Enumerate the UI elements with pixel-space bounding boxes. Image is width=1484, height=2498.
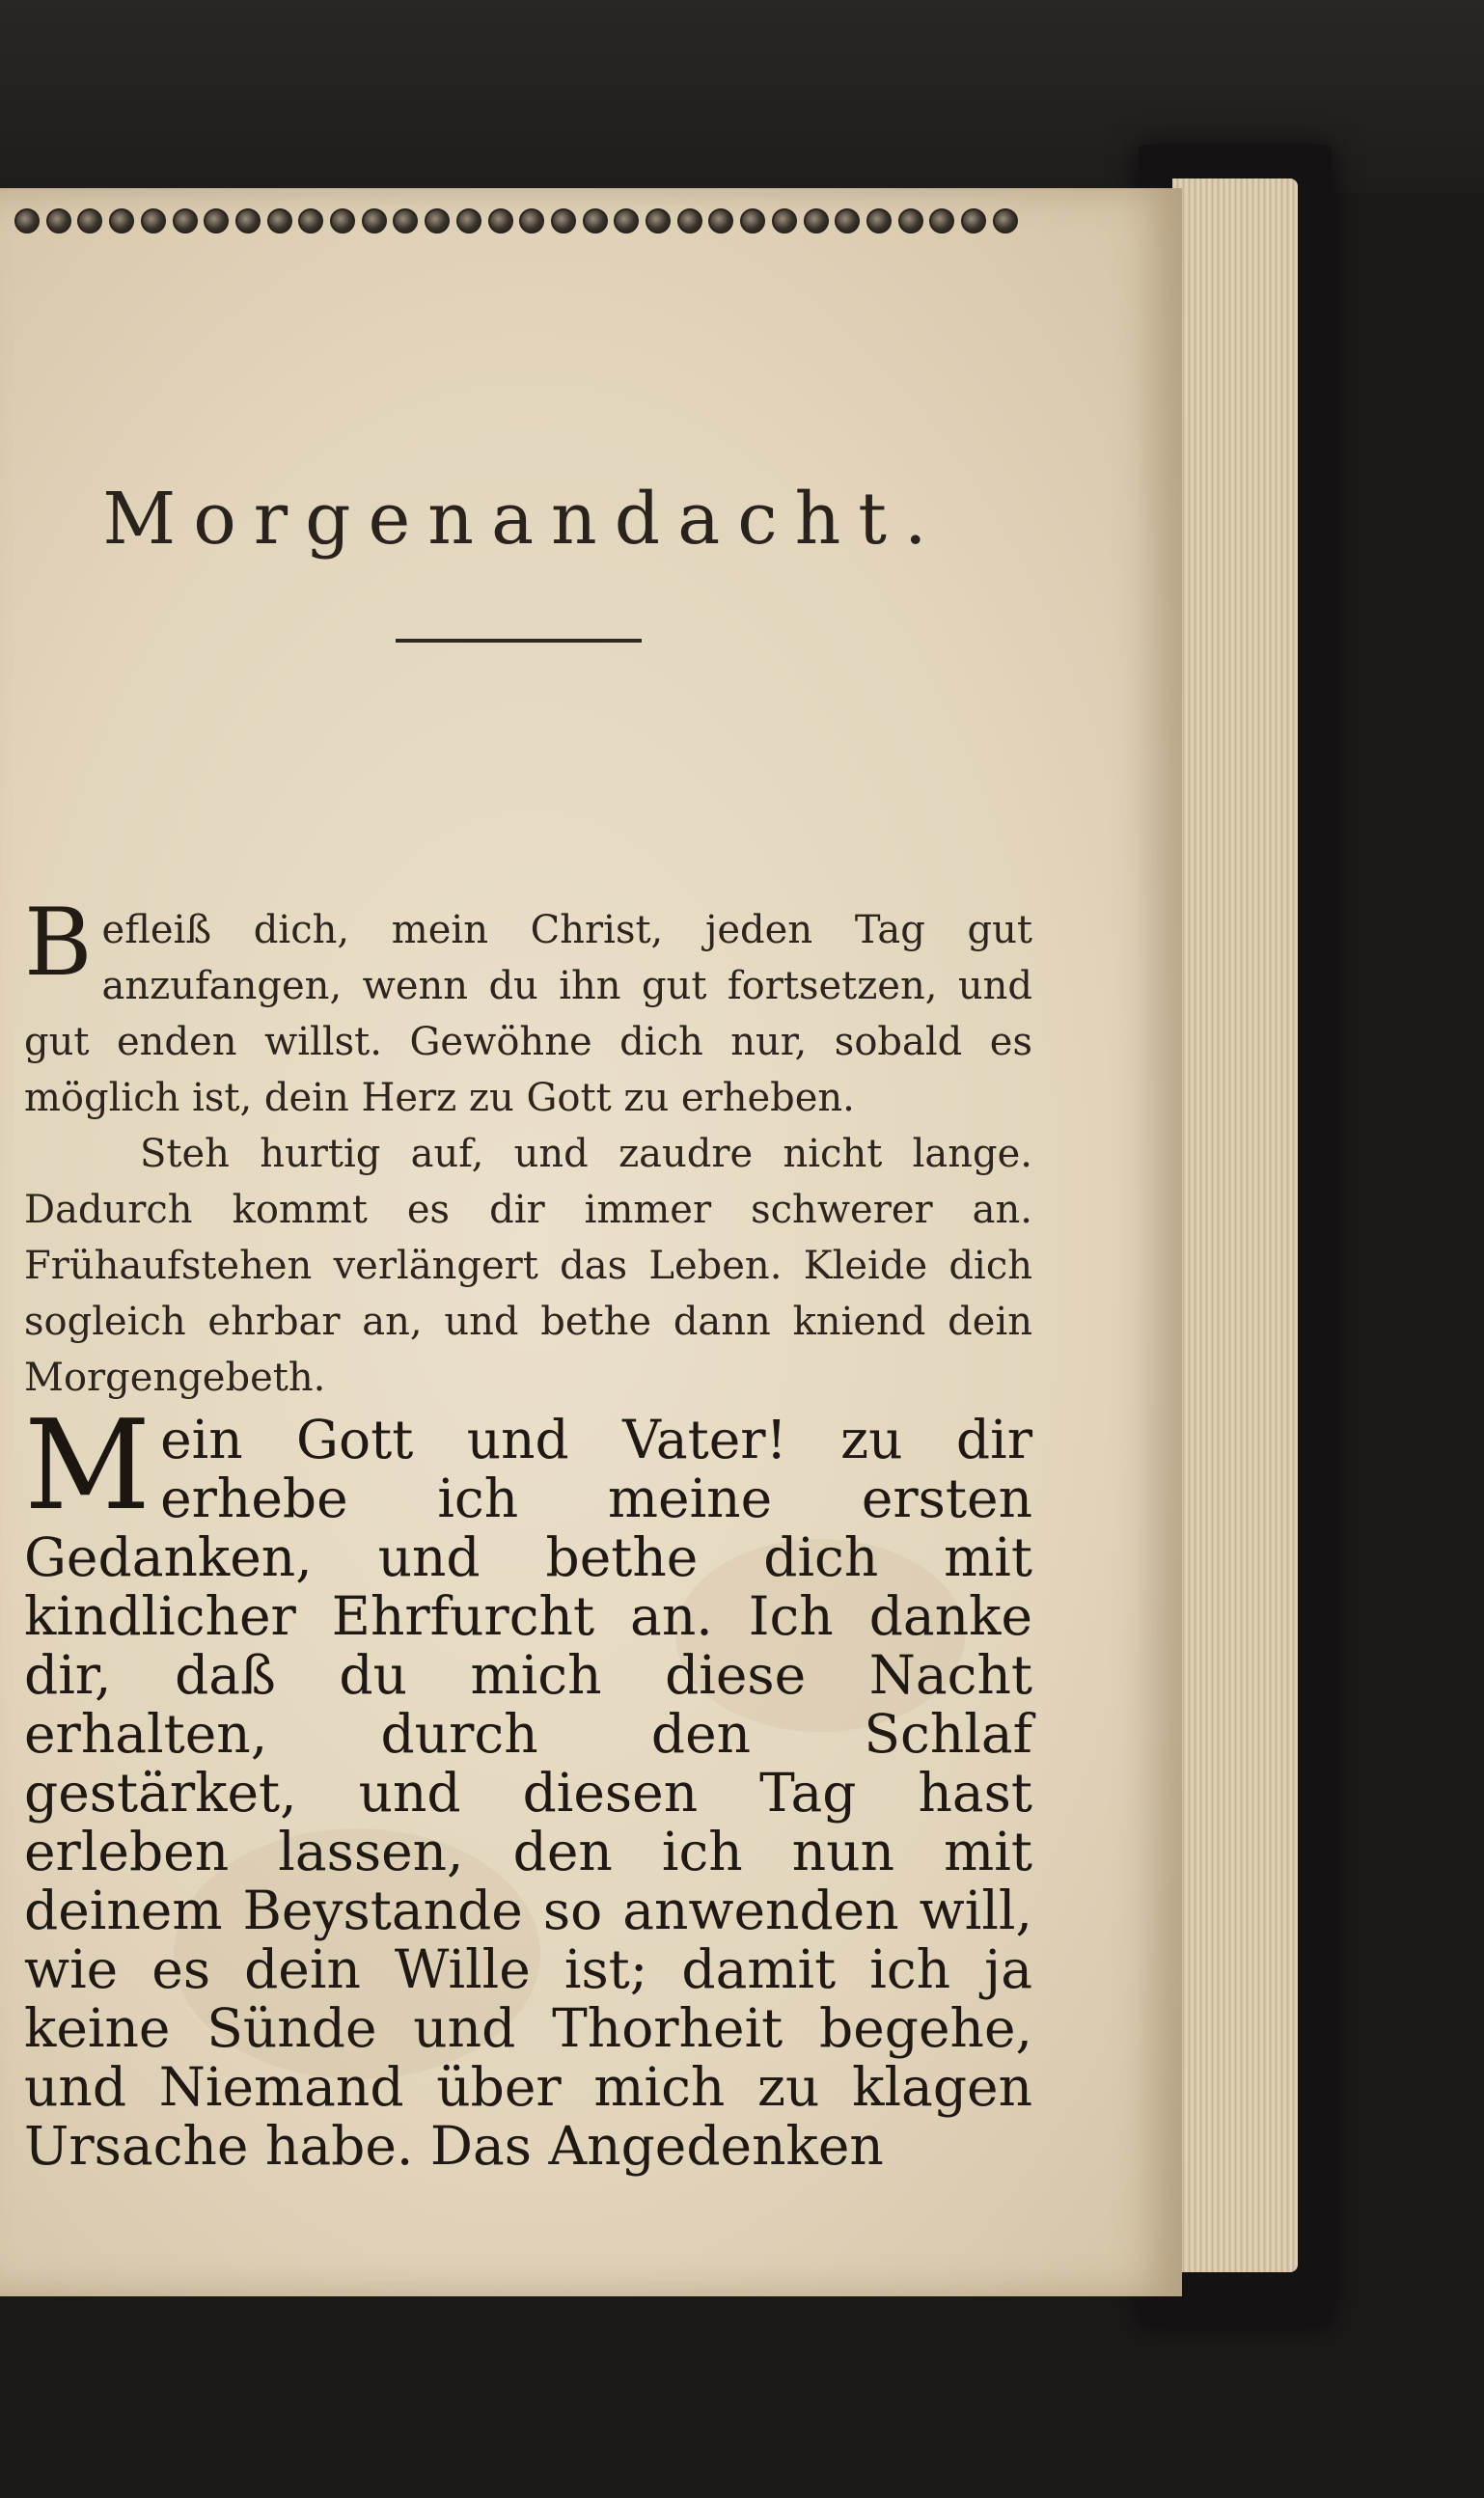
ornament-dot xyxy=(708,208,733,233)
ornament-dot xyxy=(772,208,797,233)
ornament-dot xyxy=(362,208,387,233)
intro-paragraph-1 xyxy=(24,889,1032,1126)
ornament-dot xyxy=(109,208,134,233)
ornament-dot xyxy=(46,208,71,233)
ornament-dot xyxy=(298,208,323,233)
intro-paragraph-1-text: efleiß dich, mein Christ, jeden Tag gut anzufangen, wenn du ihn gut fortsetzen, und gut enden willst. Gewöhne dich nur, sobald es möglich ist, dein Herz zu Gott zu erheben. xyxy=(24,908,1032,1120)
ornament-dot xyxy=(173,208,198,233)
title-divider xyxy=(396,639,642,643)
ornament-dot xyxy=(519,208,544,233)
intro-text xyxy=(24,889,1032,1406)
page-edges xyxy=(1172,178,1298,2272)
page-title: Morgenandacht. xyxy=(102,478,945,561)
ornament-dot xyxy=(141,208,166,233)
ornament-dot xyxy=(929,208,954,233)
ornament-dot xyxy=(14,208,40,233)
ornament-dot xyxy=(804,208,829,233)
ornament-dot xyxy=(267,208,292,233)
ornament-dot xyxy=(898,208,923,233)
ornament-dot xyxy=(835,208,860,233)
prayer-text xyxy=(24,1394,1032,2177)
ornament-dot xyxy=(456,208,481,233)
prayer-dropcap: M xyxy=(24,1394,151,1538)
ornament-dot xyxy=(330,208,355,233)
ornament-dot xyxy=(551,208,576,233)
ornament-dot xyxy=(677,208,702,233)
ornament-dot xyxy=(866,208,892,233)
ornament-dot xyxy=(488,208,513,233)
intro-dropcap: B xyxy=(24,889,93,997)
ornament-dot xyxy=(77,208,102,233)
ornament-dot xyxy=(961,208,986,233)
ornament-dot xyxy=(614,208,639,233)
ornament-dot xyxy=(740,208,765,233)
ornament-dot xyxy=(235,208,261,233)
ornament-dot xyxy=(646,208,671,233)
ornament-dot xyxy=(583,208,608,233)
ornament-dot xyxy=(393,208,418,233)
ornament-dot xyxy=(993,208,1018,233)
ornament-border xyxy=(14,205,1018,237)
ornament-dot xyxy=(204,208,229,233)
ornament-dot xyxy=(425,208,450,233)
prayer-body: ein Gott und Vater! zu dir erhebe ich meine ersten Gedanken, und bethe dich mit kindlicher Ehrfurcht an. Ich danke dir, daß du mich diese Nacht erhalten, durch den Schlaf gestärket, und diesen Tag hast erleben lassen, den ich nun mit deinem Beystande so anwenden will, wie es dein Wille ist; damit ich ja keine Sünde und Thorheit begehe, und Niemand über mich zu klagen Ursache habe. Das Angedenken xyxy=(24,1409,1032,2177)
intro-paragraph-2: Steh hurtig auf, und zaudre nicht lange. Dadurch kommt es dir immer schwerer an. Frühaufstehen verlängert das Leben. Kleide dich sogleich ehrbar an, und bethe dann kniend dein Morgengebeth. xyxy=(24,1132,1032,1400)
